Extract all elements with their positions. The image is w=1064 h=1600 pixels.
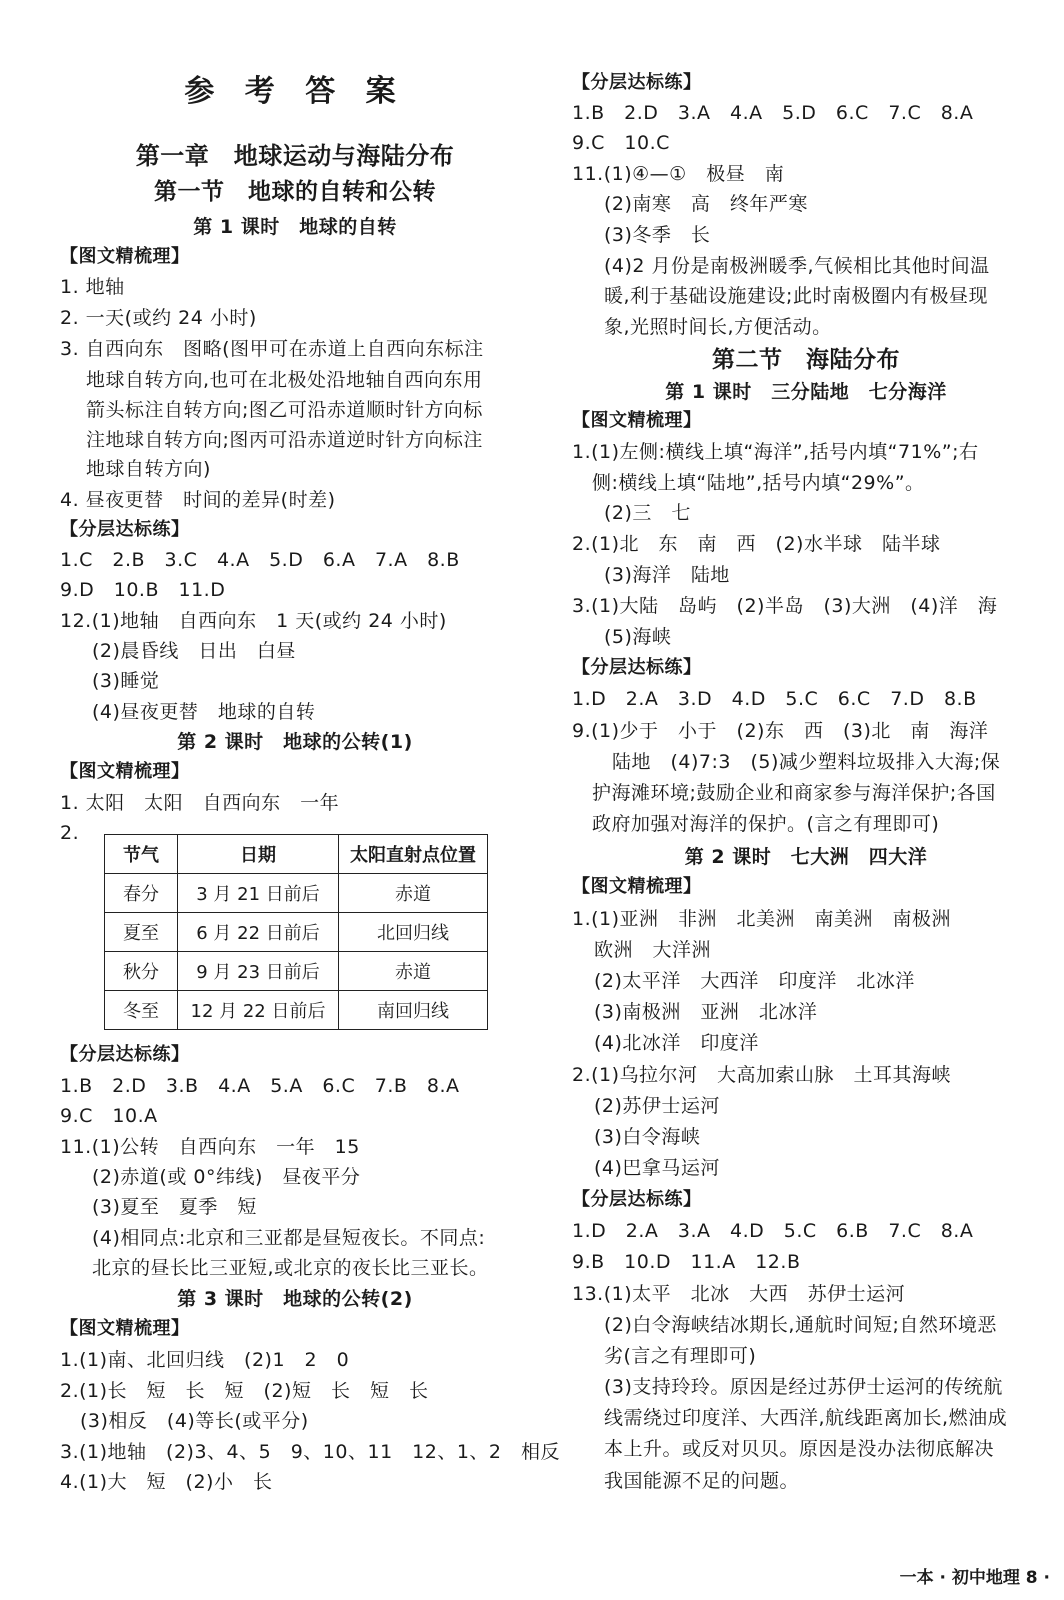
answer-line: 劣(言之有理即可) <box>604 1345 757 1367</box>
lesson-heading: 第 1 课时 地球的自转 <box>193 216 397 238</box>
answer-line: (4)相同点:北京和三亚都是昼短夜长。不同点: <box>92 1227 486 1249</box>
table-cell: 赤道 <box>339 952 488 991</box>
table-cell: 北回归线 <box>339 913 488 952</box>
answer-line: (3)白令海峡 <box>594 1126 701 1148</box>
answer-line: 2.(1)北 东 南 西 (2)水半球 陆半球 <box>572 533 941 555</box>
answer-line: 地球自转方向) <box>86 458 211 480</box>
lesson-heading: 第 2 课时 地球的公转(1) <box>177 731 413 753</box>
subsection-label: 【分层达标练】 <box>60 519 190 540</box>
answer-line: 4. 昼夜更替 时间的差异(时差) <box>60 489 336 511</box>
subsection-label: 【分层达标练】 <box>572 72 702 93</box>
table-cell: 6 月 22 日前后 <box>178 913 339 952</box>
answer-line: 1.D 2.A 3.A 4.D 5.C 6.B 7.C 8.A <box>572 1220 974 1242</box>
table-header: 日期 <box>178 835 339 874</box>
answer-line: 4.(1)大 短 (2)小 长 <box>60 1471 273 1493</box>
lesson-heading: 第 3 课时 地球的公转(2) <box>177 1288 413 1310</box>
answer-line: (3)夏至 夏季 短 <box>92 1196 257 1218</box>
answer-line: 箭头标注自转方向;图乙可沿赤道顺时针方向标 <box>86 399 483 421</box>
answer-line: (2)晨昏线 日出 白昼 <box>92 640 296 662</box>
answer-line: 9.(1)少于 小于 (2)东 西 (3)北 南 海洋 <box>572 720 989 742</box>
lesson-heading: 第 1 课时 三分陆地 七分海洋 <box>665 381 947 403</box>
answer-line: (4)2 月份是南极洲暖季,气候相比其他时间温 <box>604 255 990 277</box>
answer-line: 北京的昼长比三亚短,或北京的夜长比三亚长。 <box>92 1257 489 1279</box>
subsection-label: 【分层达标练】 <box>572 1189 702 1210</box>
table-cell: 9 月 23 日前后 <box>178 952 339 991</box>
answer-line: (2)白令海峡结冰期长,通航时间短;自然环境恶 <box>604 1314 997 1336</box>
answer-line: 3. 自西向东 图略(图甲可在赤道上自西向东标注 <box>60 338 484 360</box>
answer-line: 3.(1)大陆 岛屿 (2)半岛 (3)大洲 (4)洋 海 <box>572 595 998 617</box>
answer-line: (3)相反 (4)等长(或平分) <box>80 1410 309 1432</box>
answer-line: 12.(1)地轴 自西向东 1 天(或约 24 小时) <box>60 610 447 632</box>
answer-line: (2)南寒 高 终年严寒 <box>604 193 808 215</box>
solar-terms-table <box>104 834 488 1030</box>
answer-line: 1.(1)左侧:横线上填“海洋”,括号内填“71%”;右 <box>572 441 979 463</box>
answer-line: 1.B 2.D 3.B 4.A 5.A 6.C 7.B 8.A <box>60 1075 460 1097</box>
answer-line: 9.D 10.B 11.D <box>60 579 226 601</box>
answer-line: 2. 一天(或约 24 小时) <box>60 307 257 329</box>
subsection-label: 【图文精梳理】 <box>60 1318 190 1339</box>
answer-line: 欧洲 大洋洲 <box>594 939 712 961</box>
page-footer: 一本 · 初中地理 8 · <box>899 1568 1050 1588</box>
answer-line: 注地球自转方向;图丙可沿赤道逆时针方向标注 <box>86 429 483 451</box>
answer-line: (2)赤道(或 0°纬线) 昼夜平分 <box>92 1166 361 1188</box>
answer-line: 1.D 2.A 3.D 4.D 5.C 6.C 7.D 8.B <box>572 688 977 710</box>
chapter-heading: 第一章 地球运动与海陆分布 <box>135 142 455 170</box>
table-cell: 12 月 22 日前后 <box>178 991 339 1030</box>
table-cell: 3 月 21 日前后 <box>178 874 339 913</box>
answer-line: 象,光照时间长,方便活动。 <box>604 316 832 338</box>
answer-line: 9.C 10.C <box>572 132 670 154</box>
answer-line: (3)南极洲 亚洲 北冰洋 <box>594 1001 818 1023</box>
subsection-label: 【图文精梳理】 <box>60 246 190 267</box>
answer-line: 我国能源不足的问题。 <box>604 1470 800 1492</box>
answer-line: 11.(1)公转 自西向东 一年 15 <box>60 1136 360 1158</box>
answer-line: 1. 地轴 <box>60 276 125 298</box>
answer-line: (4)昼夜更替 地球的自转 <box>92 701 316 723</box>
answer-line: 2. <box>60 822 80 844</box>
answer-line: (3)睡觉 <box>92 670 160 692</box>
answer-line: 1.(1)亚洲 非洲 北美洲 南美洲 南极洲 <box>572 908 952 930</box>
answer-line: 政府加强对海洋的保护。(言之有理即可) <box>592 813 940 835</box>
subsection-label: 【图文精梳理】 <box>572 876 702 897</box>
answer-line: 地球自转方向,也可在北极处沿地轴自西向东用 <box>86 369 483 391</box>
answer-line: 暖,利于基础设施建设;此时南极圈内有极昼现 <box>604 285 988 307</box>
answer-line: (5)海峡 <box>604 626 672 648</box>
answer-line: (4)北冰洋 印度洋 <box>594 1032 759 1054</box>
table-cell: 赤道 <box>339 874 488 913</box>
subsection-label: 【分层达标练】 <box>572 657 702 678</box>
section-heading: 第二节 海陆分布 <box>712 347 900 373</box>
table-cell: 南回归线 <box>339 991 488 1030</box>
subsection-label: 【分层达标练】 <box>60 1044 190 1065</box>
subsection-label: 【图文精梳理】 <box>60 761 190 782</box>
table-header: 节气 <box>105 835 178 874</box>
answer-line: (3)冬季 长 <box>604 224 711 246</box>
answer-line: 1.(1)南、北回归线 (2)1 2 0 <box>60 1349 350 1371</box>
answer-line: (3)支持玲玲。原因是经过苏伊士运河的传统航 <box>604 1376 1003 1398</box>
table-row <box>105 874 488 913</box>
answer-line: 侧:横线上填“陆地”,括号内填“29%”。 <box>592 472 925 494</box>
answer-line: 1.C 2.B 3.C 4.A 5.D 6.A 7.A 8.B <box>60 549 460 571</box>
answer-line: 2.(1)长 短 长 短 (2)短 长 短 长 <box>60 1380 429 1402</box>
table-row <box>105 913 488 952</box>
answer-line: 2.(1)乌拉尔河 大高加索山脉 土耳其海峡 <box>572 1064 952 1086</box>
table-cell: 冬至 <box>105 991 178 1030</box>
table-row <box>105 991 488 1030</box>
answer-line: 护海滩环境;鼓励企业和商家参与海洋保护;各国 <box>592 782 996 804</box>
subsection-label: 【图文精梳理】 <box>572 410 702 431</box>
answer-line: 本上升。或反对贝贝。原因是没办法彻底解决 <box>604 1438 995 1460</box>
answer-line: 13.(1)太平 北冰 大西 苏伊士运河 <box>572 1283 906 1305</box>
lesson-heading: 第 2 课时 七大洲 四大洋 <box>684 846 928 868</box>
answer-line: 11.(1)④—① 极昼 南 <box>572 163 785 185</box>
table-header-row <box>105 835 488 874</box>
answer-line: 陆地 (4)7:3 (5)减少塑料垃圾排入大海;保 <box>612 751 1001 773</box>
table-cell: 夏至 <box>105 913 178 952</box>
answer-line: 1. 太阳 太阳 自西向东 一年 <box>60 792 340 814</box>
answer-line: (2)三 七 <box>604 502 691 524</box>
answer-line: 9.B 10.D 11.A 12.B <box>572 1251 801 1273</box>
answer-line: (3)海洋 陆地 <box>604 564 730 586</box>
answer-line: (4)巴拿马运河 <box>594 1157 720 1179</box>
answer-line: 3.(1)地轴 (2)3、4、5 9、10、11 12、1、2 相反 <box>60 1441 561 1463</box>
table-cell: 秋分 <box>105 952 178 991</box>
table-cell: 春分 <box>105 874 178 913</box>
table-header: 太阳直射点位置 <box>339 835 488 874</box>
answer-line: (2)苏伊士运河 <box>594 1095 720 1117</box>
page-title: 参 考 答 案 <box>184 74 406 109</box>
answer-line: 1.B 2.D 3.A 4.A 5.D 6.C 7.C 8.A <box>572 102 974 124</box>
answer-line: (2)太平洋 大西洋 印度洋 北冰洋 <box>594 970 915 992</box>
table-row <box>105 952 488 991</box>
answer-line: 线需绕过印度洋、大西洋,航线距离加长,燃油成 <box>604 1407 1008 1429</box>
answer-line: 9.C 10.A <box>60 1105 158 1127</box>
section-heading: 第一节 地球的自转和公转 <box>154 179 436 205</box>
